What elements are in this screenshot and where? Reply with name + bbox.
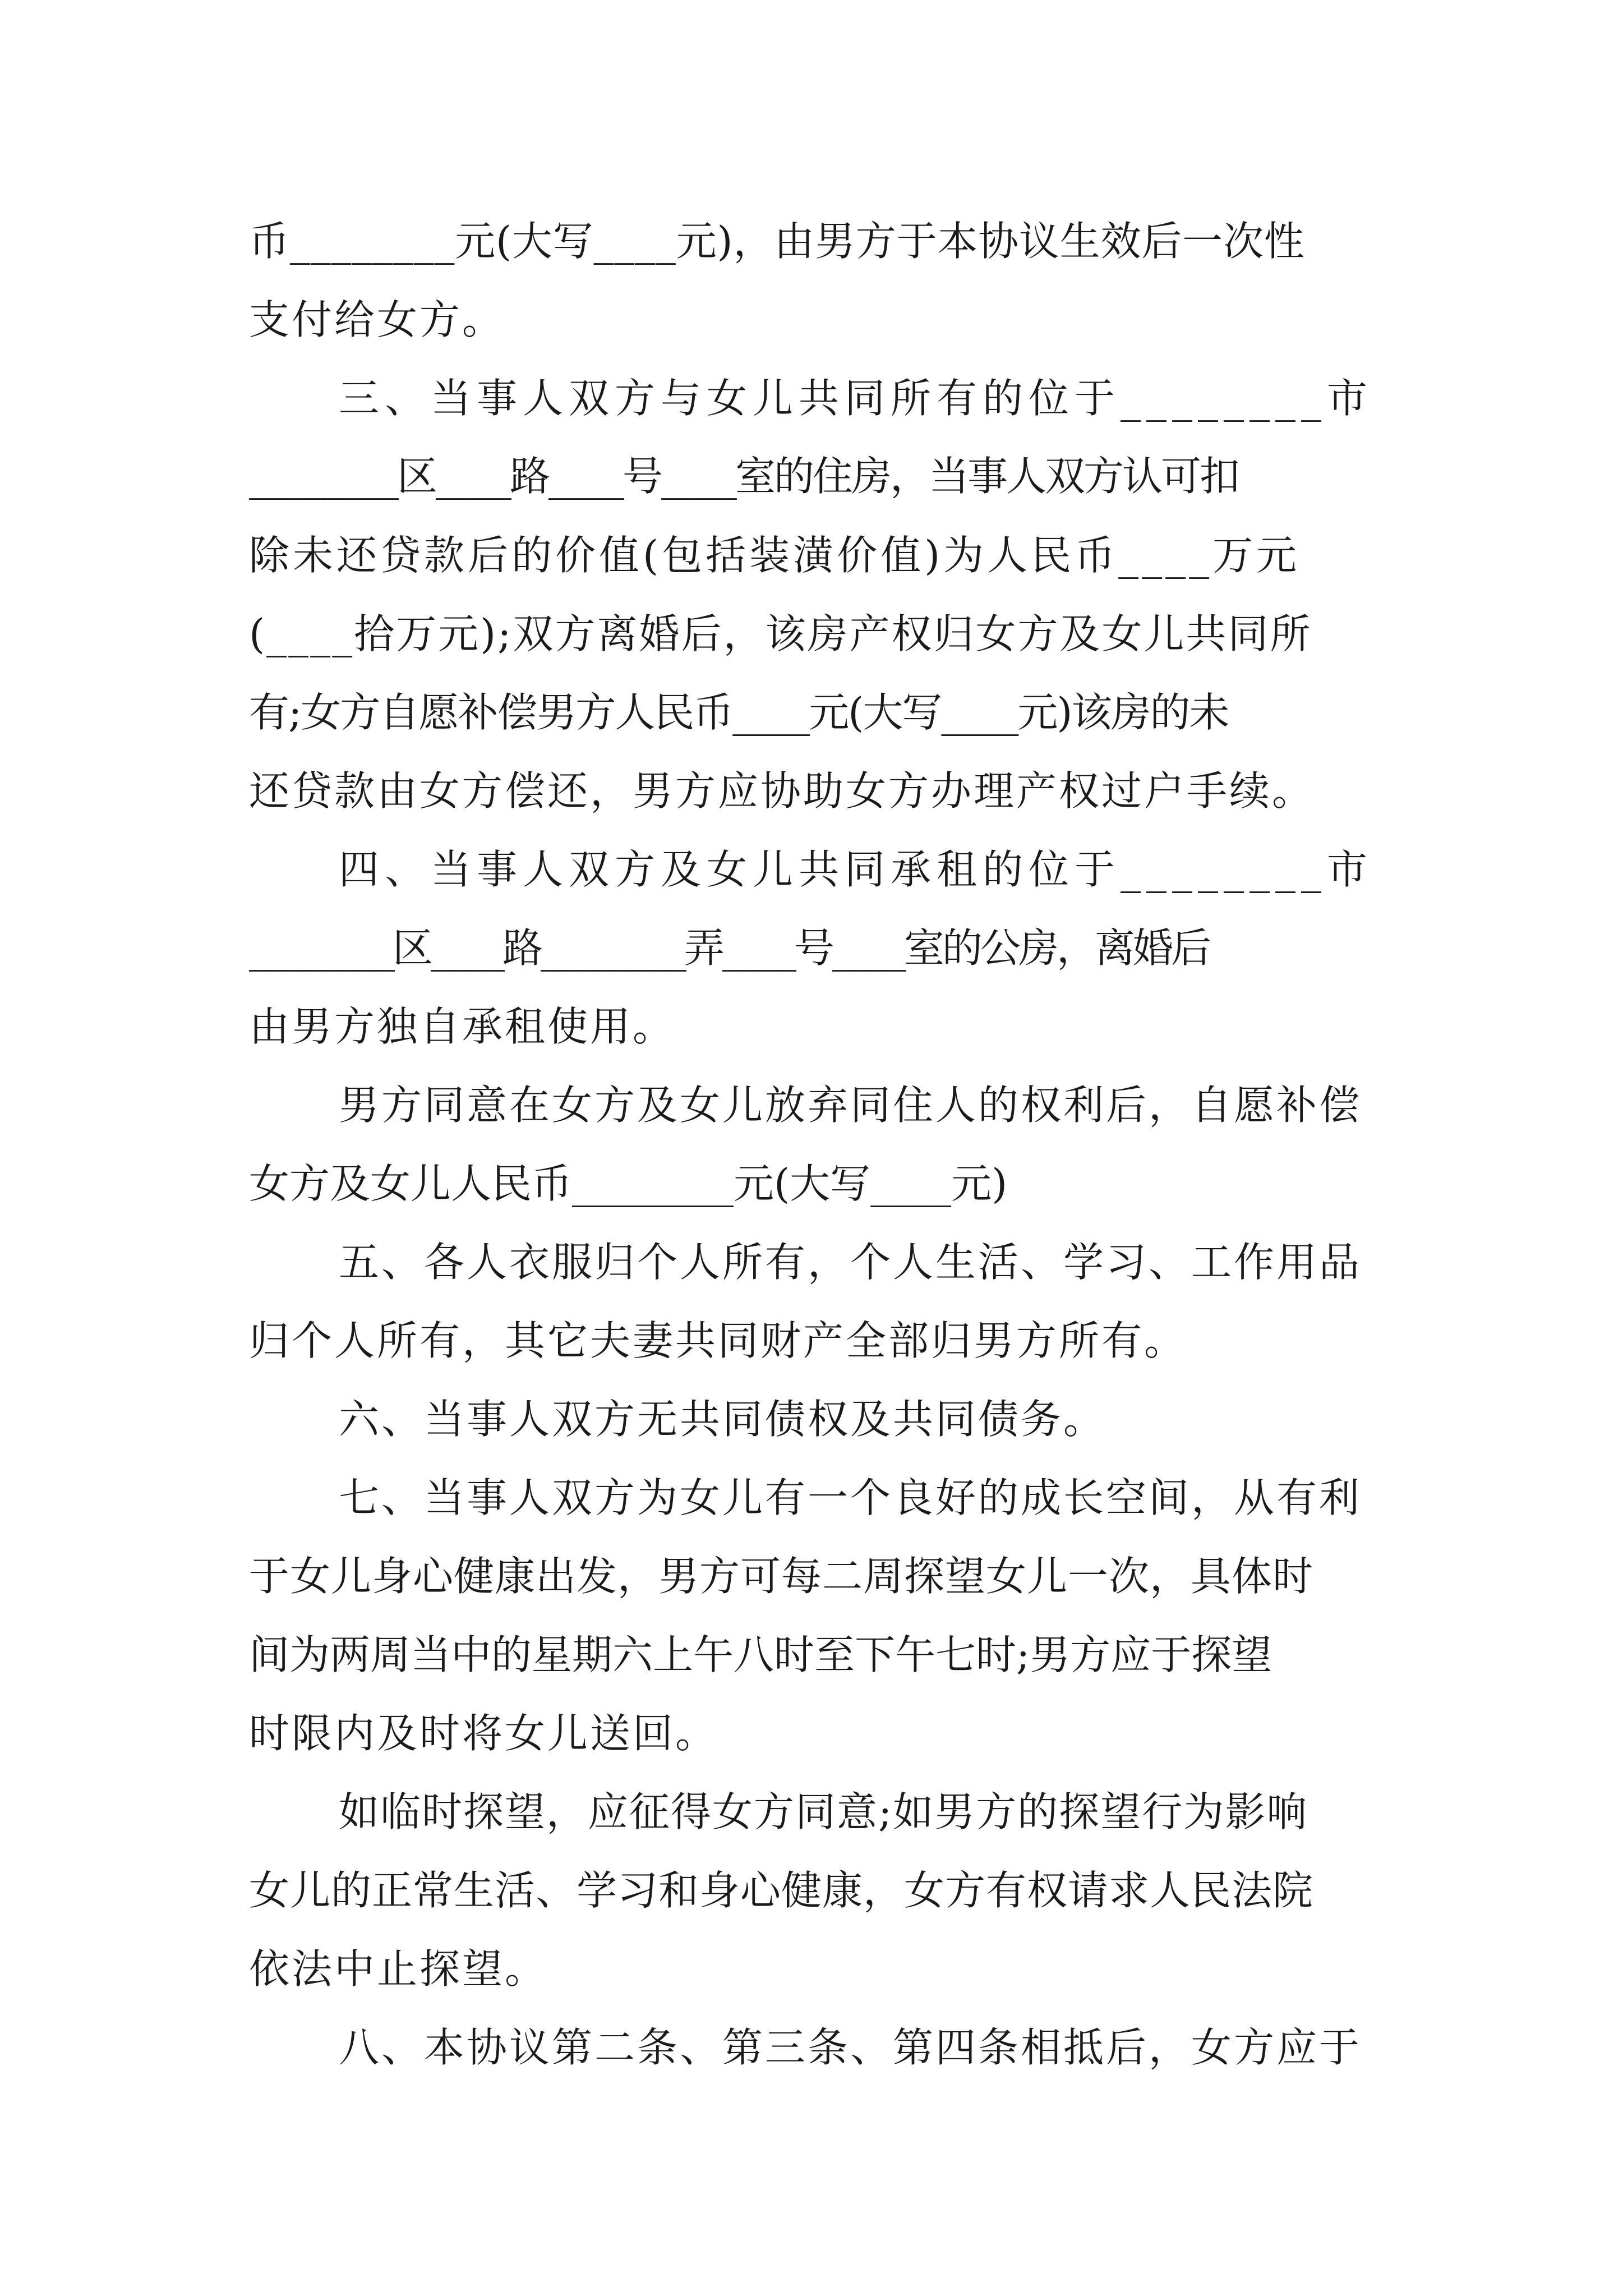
text-line: 八、本协议第二条、第三条、第四条相抵后，女方应于: [339, 2024, 1362, 2071]
text-line: 归个人所有，其它夫妻共同财产全部归男方所有。: [249, 1317, 1187, 1364]
text-line: 女方及女儿人民币________元(大写____元): [249, 1160, 1008, 1207]
text-line: ________区____路____号____室的住房，当事人双方认可扣: [249, 453, 1239, 500]
text-line: 有;女方自愿补偿男方人民币____元(大写____元)该房的未: [249, 689, 1229, 736]
text-line: 于女儿身心健康出发，男方可每二周探望女儿一次，具体时: [249, 1553, 1314, 1600]
text-line: 依法中止探望。: [249, 1945, 548, 1993]
text-line: 女儿的正常生活、学习和身心健康，女方有权请求人民法院: [249, 1867, 1314, 1914]
text-line: 五、各人衣服归个人所有，个人生活、学习、工作用品: [339, 1239, 1362, 1286]
text-line: 间为两周当中的星期六上午八时至下午七时;男方应于探望: [249, 1631, 1272, 1678]
text-line: 除未还贷款后的价值(包括装潢价值)为人民币____万元: [249, 532, 1301, 579]
text-line: ________区____路________弄____号____室的公房，离婚后: [249, 924, 1210, 972]
text-line: 如临时探望，应征得女方同意;如男方的探望行为影响: [339, 1788, 1308, 1835]
text-line: 支付给女方。: [249, 296, 505, 343]
text-line: 七、当事人双方为女儿有一个良好的成长空间，从有利: [339, 1474, 1362, 1521]
text-line: 还贷款由女方偿还，男方应协助女方办理产权过户手续。: [249, 767, 1315, 815]
text-line: 男方同意在女方及女儿放弃同住人的权利后，自愿补偿: [339, 1082, 1362, 1129]
text-line: 三、当事人双方与女儿共同所有的位于________市: [339, 375, 1373, 422]
text-line: 六、当事人双方无共同债权及共同债务。: [339, 1396, 1106, 1443]
text-line: 时限内及时将女儿送回。: [249, 1710, 718, 1757]
text-line: 四、当事人双方及女儿共同承租的位于________市: [339, 846, 1373, 893]
text-line: 由男方独自承租使用。: [249, 1003, 676, 1050]
text-line: 币________元(大写____元)，由男方于本协议生效后一次性: [249, 218, 1305, 265]
text-line: (____拾万元);双方离婚后，该房产权归女方及女儿共同所: [249, 610, 1312, 657]
